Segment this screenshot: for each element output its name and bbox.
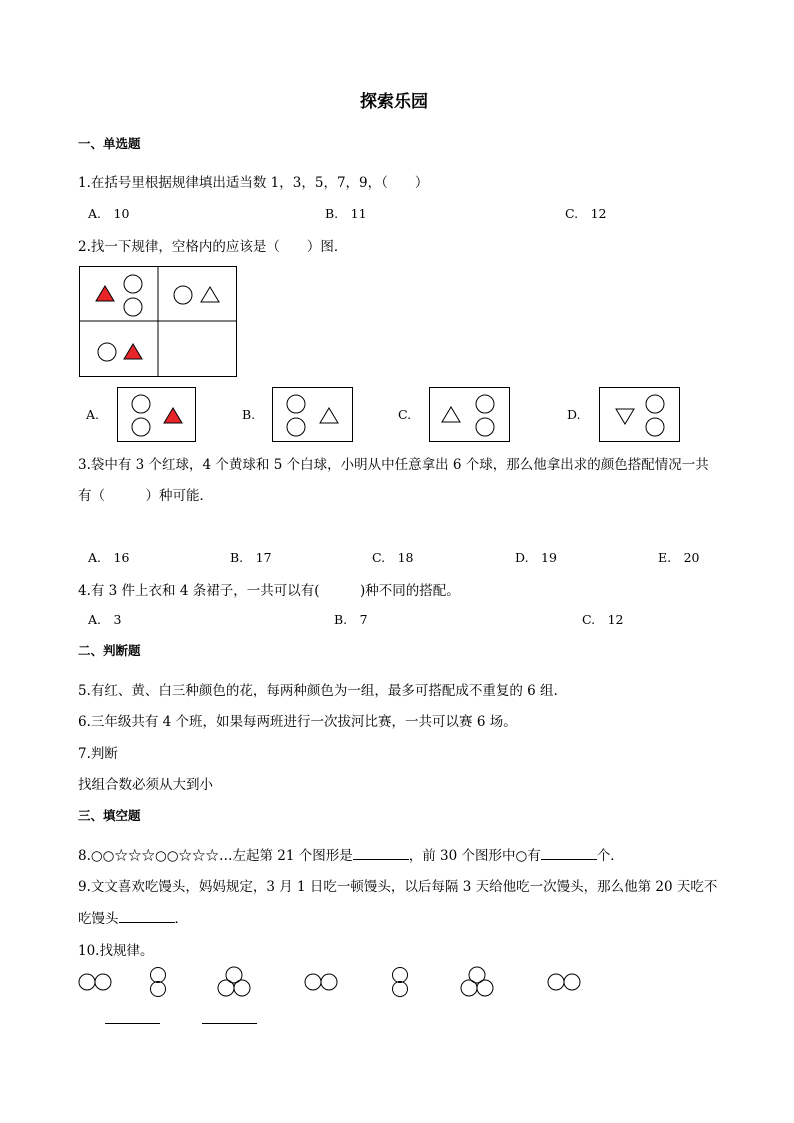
question-10-text: 10.找规律。 — [78, 943, 154, 959]
circle-icon — [151, 968, 166, 983]
q10-answer-blank-1[interactable] — [105, 1023, 160, 1024]
q1-option-b[interactable]: B. 11 — [325, 206, 367, 221]
circle-icon — [477, 980, 493, 996]
circle-icon — [564, 974, 580, 990]
q2-option-b-figure[interactable] — [272, 387, 354, 443]
q2-option-b-label[interactable]: B. — [242, 407, 256, 422]
q4-option-b[interactable]: B. 7 — [334, 612, 368, 627]
q2-option-d-label[interactable]: D. — [567, 407, 581, 422]
q1-option-c[interactable]: C. 12 — [565, 206, 607, 221]
circle-icon — [548, 974, 564, 990]
q8-text-part1: 8.○○☆☆☆○○☆☆☆…左起第 21 个图形是 — [78, 848, 353, 864]
q8-answer-blank-1[interactable] — [353, 846, 409, 860]
q3-option-e[interactable]: E. 20 — [658, 550, 700, 565]
circle-icon — [393, 982, 408, 997]
question-8-text — [78, 844, 624, 864]
question-9-text-line2: 吃馒头 ． — [78, 911, 188, 927]
circle-icon — [218, 980, 234, 996]
question-4-text: 4.有 3 件上衣和 4 条裙子，一共可以有( )种不同的搭配。 — [78, 583, 460, 599]
q9-text-line2: 吃馒头 — [78, 911, 119, 927]
question-7-text: 找组合数必须从大到小 — [78, 777, 213, 793]
question-2-text: 2.找一下规律，空格内的应该是（ ）图． — [78, 239, 348, 255]
question-9-text-line1: 9.文文喜欢吃馒头，妈妈规定，3 月 1 日吃一顿馒头，以后每隔 3 天给他吃一次馒头，那么他第 20 天吃不 — [78, 879, 718, 895]
q3-option-c[interactable]: C. 18 — [372, 550, 414, 565]
section-heading-fill-blank: 三、填空题 — [78, 808, 141, 823]
q3-option-b[interactable]: B. 17 — [230, 550, 272, 565]
q9-answer-blank[interactable] — [119, 909, 175, 923]
question-7-label: 7.判断 — [78, 746, 118, 762]
circle-icon — [95, 974, 111, 990]
page-title: 探索乐园 — [360, 92, 428, 112]
q2-option-c-figure[interactable] — [429, 387, 511, 443]
question-3-text-line2: 有（ ）种可能． — [78, 488, 213, 504]
q2-option-c-label[interactable]: C. — [398, 407, 412, 422]
question-1-text: 1.在括号里根据规律填出适当数 1，3，5，7，9，（ ） — [78, 175, 429, 191]
q8-answer-blank-2[interactable] — [541, 846, 597, 860]
circle-icon — [151, 982, 166, 997]
question-3-text-line1: 3.袋中有 3 个红球，4 个黄球和 5 个白球，小明从中任意拿出 6 个球，那么他拿出求的颜色搭配情况一共 — [78, 457, 709, 473]
q2-option-a-figure[interactable] — [117, 387, 197, 443]
q2-option-d-figure[interactable] — [599, 387, 681, 443]
q1-option-a[interactable]: A. 10 — [88, 206, 130, 221]
q2-pattern-grid — [79, 266, 239, 378]
q3-option-d[interactable]: D. 19 — [515, 550, 557, 565]
q8-text-part2: ，前 30 个图形中○有 — [408, 848, 541, 864]
q8-text-part3: 个． — [596, 848, 624, 864]
circle-icon — [461, 980, 477, 996]
q10-answer-blank-2[interactable] — [202, 1023, 257, 1024]
circle-icon — [321, 974, 337, 990]
section-heading-true-false: 二、判断题 — [78, 643, 141, 658]
section-heading-single-choice: 一、单选题 — [78, 136, 141, 151]
q10-circle-pattern — [76, 964, 596, 1000]
q3-option-a[interactable]: A. 16 — [88, 550, 130, 565]
question-6-text: 6.三年级共有 4 个班，如果每两班进行一次拔河比赛，一共可以赛 6 场。 — [78, 714, 517, 730]
q2-option-a-label[interactable]: A. — [86, 407, 100, 422]
circle-icon — [234, 980, 250, 996]
q4-option-c[interactable]: C. 12 — [582, 612, 624, 627]
circle-icon — [79, 974, 95, 990]
question-5-text: 5.有红、黄、白三种颜色的花，每两种颜色为一组，最多可搭配成不重复的 6 组. — [78, 683, 558, 699]
q4-option-a[interactable]: A. 3 — [88, 612, 122, 627]
circle-icon — [305, 974, 321, 990]
circle-icon — [393, 968, 408, 983]
